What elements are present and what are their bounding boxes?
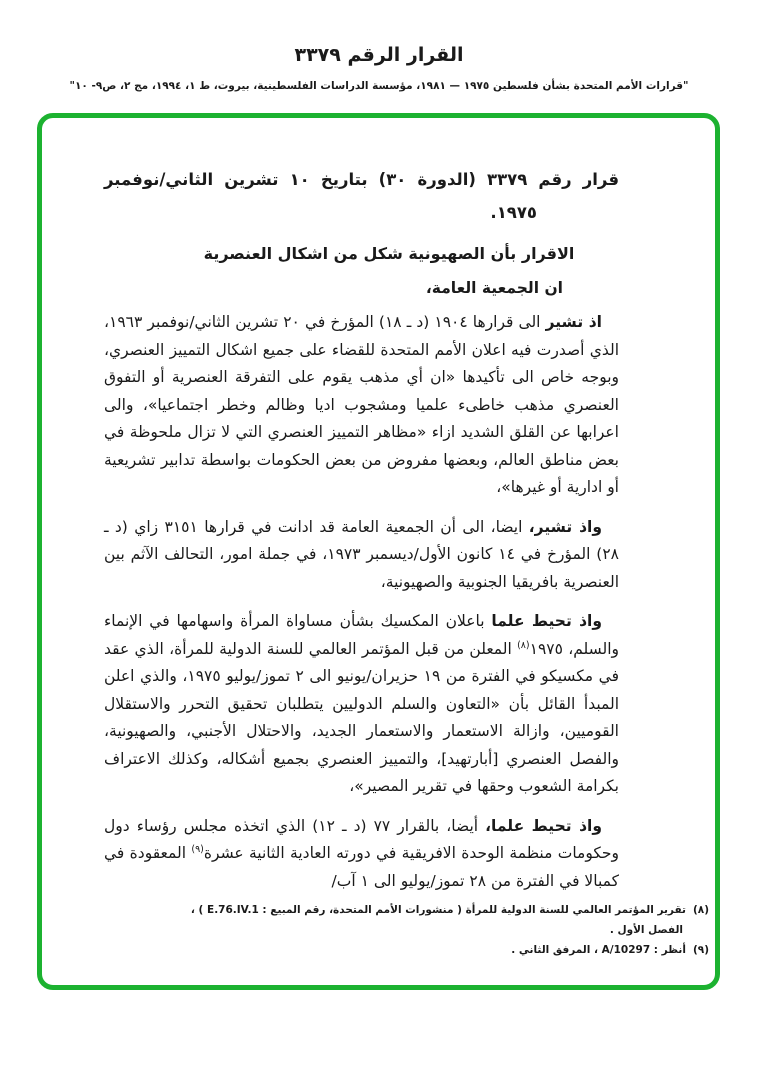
preamble-paragraph-4 — [104, 813, 619, 896]
paragraph-lead: واذ تحيط علما — [491, 612, 602, 630]
paragraph-text: ايضا، الى أن الجمعية العامة قد ادانت في قرارها ٣١٥١ زاي (د ـ ٢٨) المؤرخ في ١٤ كانون الأول/ديسمبر ١٩٧٣، في جملة امور، التحالف الآثم بين العنصرية بافريقيا الجنوبية والصهيونية، — [104, 517, 619, 591]
footnote-9 — [239, 940, 709, 960]
page-title: القرار الرقم ٣٣٧٩ — [294, 44, 464, 66]
footnote-8 — [190, 900, 709, 940]
footnote-ref-9: (٩) — [191, 843, 204, 855]
footnote-8-line1 — [190, 900, 709, 920]
footnote-ref-8: (٨) — [517, 639, 530, 651]
footnote-9-text: أنظر : A/10297 ، المرفق الثاني . — [511, 944, 686, 956]
footnote-8-continuation: الفصل الأول . — [609, 924, 683, 936]
source-citation: "قرارات الأمم المتحدة بشأن فلسطين ١٩٧٥ — ١٩٨١، مؤسسة الدراسات الفلسطينية، بيروت، ط ١، ١٩٩٤، مج ٢، ص٩- ١٠" — [69, 80, 689, 92]
paragraph-text: الى قرارها ١٩٠٤ (د ـ ١٨) المؤرخ في ٢٠ تشرين الثاني/نوفمبر ١٩٦٣، الذي أصدرت فيه اعلان الأمم المتحدة للقضاء على جميع اشكال التمييز العنصري، وبوجه خاص الى تأكيدها «ان أي مذهب يقوم على التفرقة العنصرية أو التفوق العنصري مذهب خاطىء علميا ومشجوب اديا وظالم وخطر اجتماعيا»، والى اعرابها عن القلق الشديد ازاء «مظاهر التمييز العنصري التي لا تزال ملحوظة في بعض مناطق العالم، وبعضها مفروض من بعض الحكومات بواسطة تدابير تشريعية أو ادارية أو غيرها»، — [104, 313, 619, 496]
assembly-opening: ان الجمعية العامة، — [425, 279, 563, 297]
preamble-paragraph-1 — [104, 309, 619, 502]
resolution-heading-line1: قرار رقم ٣٣٧٩ (الدورة ٣٠) بتاريخ ١٠ تشرين الثاني/نوفمبر — [104, 170, 619, 189]
preamble-paragraph-3 — [104, 608, 619, 801]
paragraph-lead: واذ تحيط علما، — [485, 816, 603, 835]
paragraph-text: أيضا، بالقرار ٧٧ (د ـ ١٢) الذي اتخذه مجلس رؤساء دول وحكومات منظمة الوحدة الافريقية في دورته العادية الثانية عشرة — [104, 816, 619, 862]
paragraph-text: باعلان المكسيك بشأن مساواة المرأة واسهامها في الإنماء والسلم، ١٩٧٥ — [104, 612, 620, 658]
preamble-paragraph-2 — [104, 514, 619, 597]
document-body — [104, 163, 619, 895]
paragraph-text-continued: المعقودة في كمبالا في الفترة من ٢٨ تموز/يوليو الى ١ آب/ — [104, 844, 619, 890]
resolution-heading-line2: ١٩٧٥. — [490, 203, 537, 222]
resolution-subject-heading: الاقرار بأن الصهيونية شكل من اشكال العنصرية — [203, 244, 575, 263]
footnote-8-text: تقرير المؤتمر العالمي للسنة الدولية للمرأة ( منشورات الأمم المتحدة، رقم المبيع : E.76.IV.1 ) ، — [190, 904, 686, 916]
footnote-9-line1 — [239, 940, 709, 960]
footnote-8-marker: (٨) — [692, 904, 709, 916]
paragraph-text-continued: المعلن من قبل المؤتمر العالمي للسنة الدولية للمرأة، الذي عقد في مكسيكو في الفترة من ١٩ حزيران/يونيو الى ٢ تموز/يوليو ١٩٧٥، والذي اعلن المبدأ القائل بأن «التعاون والسلم الدوليين يتطلبان تحقيق التحرر والاستقلال القوميين، وازالة الاستعمار والاستعمار الجديد، والاحتلال الأجنبي، والصهيونية، والفصل العنصري [أبارتهيد]، والتمييز العنصري بجميع أشكاله، وكذلك الاعتراف بكرامة الشعوب وحقها في تقرير المصير»، — [104, 639, 619, 795]
paragraph-lead: اذ تشير — [545, 313, 602, 331]
footnotes-section — [190, 900, 709, 960]
paragraph-lead: واذ تشير، — [528, 517, 602, 536]
document-frame — [37, 113, 720, 990]
footnote-9-marker: (٩) — [692, 944, 709, 956]
resolution-heading — [104, 163, 619, 229]
